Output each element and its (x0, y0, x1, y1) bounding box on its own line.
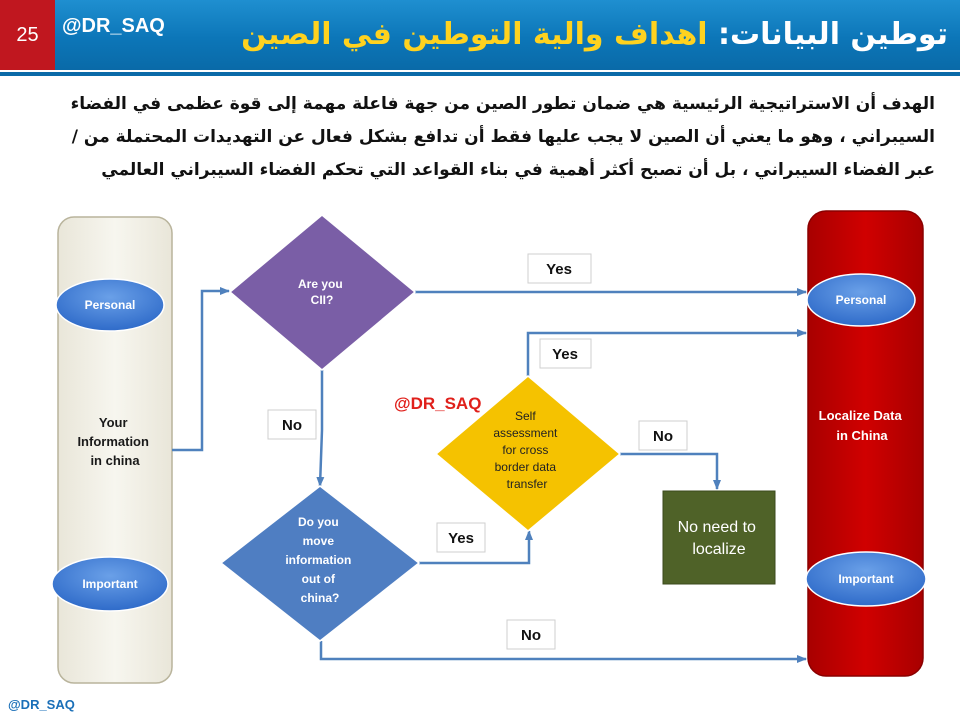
decision-move-line: Do you (297, 515, 339, 529)
paragraph-line: السيبراني ، وهو ما يعني أن الصين لا يجب عليها فقط أن تدافع بشكل فعال عن التهديدات المحتملة من / (71, 127, 935, 147)
decision-self-line: for cross (502, 443, 549, 457)
arrow-move-no (321, 641, 806, 659)
title-main: توطين البيانات: (718, 17, 948, 52)
decision-self-line: transfer (506, 477, 548, 491)
label-cii-no: No (282, 417, 302, 434)
paragraph-line: الهدف أن الاستراتيجية الرئيسية هي ضمان تطور الصين من جهة فاعلة مهمة إلى قوة عظمى في الفضاء (70, 94, 935, 114)
left-personal-label: Personal (84, 298, 136, 312)
decision-cii-line: Are you (297, 277, 343, 291)
outcome-line: No need to (677, 519, 756, 536)
left-label-line: Information (77, 434, 149, 449)
right-important-label: Important (838, 572, 894, 586)
left-label-line: Your (98, 415, 128, 430)
decision-move-line: out of (301, 572, 335, 586)
left-label-line: in china (90, 453, 140, 468)
decision-self-line: Self (514, 409, 536, 423)
decision-self-line: border data (494, 460, 557, 474)
arrow-cii-no (320, 370, 322, 486)
right-label-line: in China (836, 428, 888, 443)
outcome-no-need-to-localize (663, 491, 775, 584)
label-move-no: No (521, 627, 541, 644)
decision-move-line: china? (300, 591, 340, 605)
label-cii-yes: Yes (546, 261, 572, 278)
arrow-self-no (620, 454, 717, 489)
label-self-no: No (653, 428, 673, 445)
footer-handle: @DR_SAQ (8, 697, 75, 712)
paragraph-line: عبر الفضاء السيبراني ، بل أن تصبح أكثر أهمية في بناء القواعد التي تحكم الفضاء السيبراني العالمي (101, 160, 935, 180)
header-handle: @DR_SAQ (62, 15, 165, 37)
slide-number: 25 (16, 23, 39, 46)
arrow-info-to-cii (172, 291, 229, 450)
left-important-label: Important (82, 577, 138, 591)
right-label-line: Localize Data (818, 408, 902, 423)
right-personal-label: Personal (835, 293, 887, 307)
decision-self-line: assessment (493, 426, 558, 440)
decision-move-line: information (285, 553, 352, 567)
decision-cii-line: CII? (310, 293, 334, 307)
label-self-yes: Yes (552, 346, 578, 363)
decision-move-line: move (302, 534, 335, 548)
title-sub: اهداف والية التوطين في الصين (241, 17, 708, 52)
watermark-handle: @DR_SAQ (394, 394, 482, 413)
outcome-line: localize (692, 541, 746, 558)
label-move-yes: Yes (448, 530, 474, 547)
